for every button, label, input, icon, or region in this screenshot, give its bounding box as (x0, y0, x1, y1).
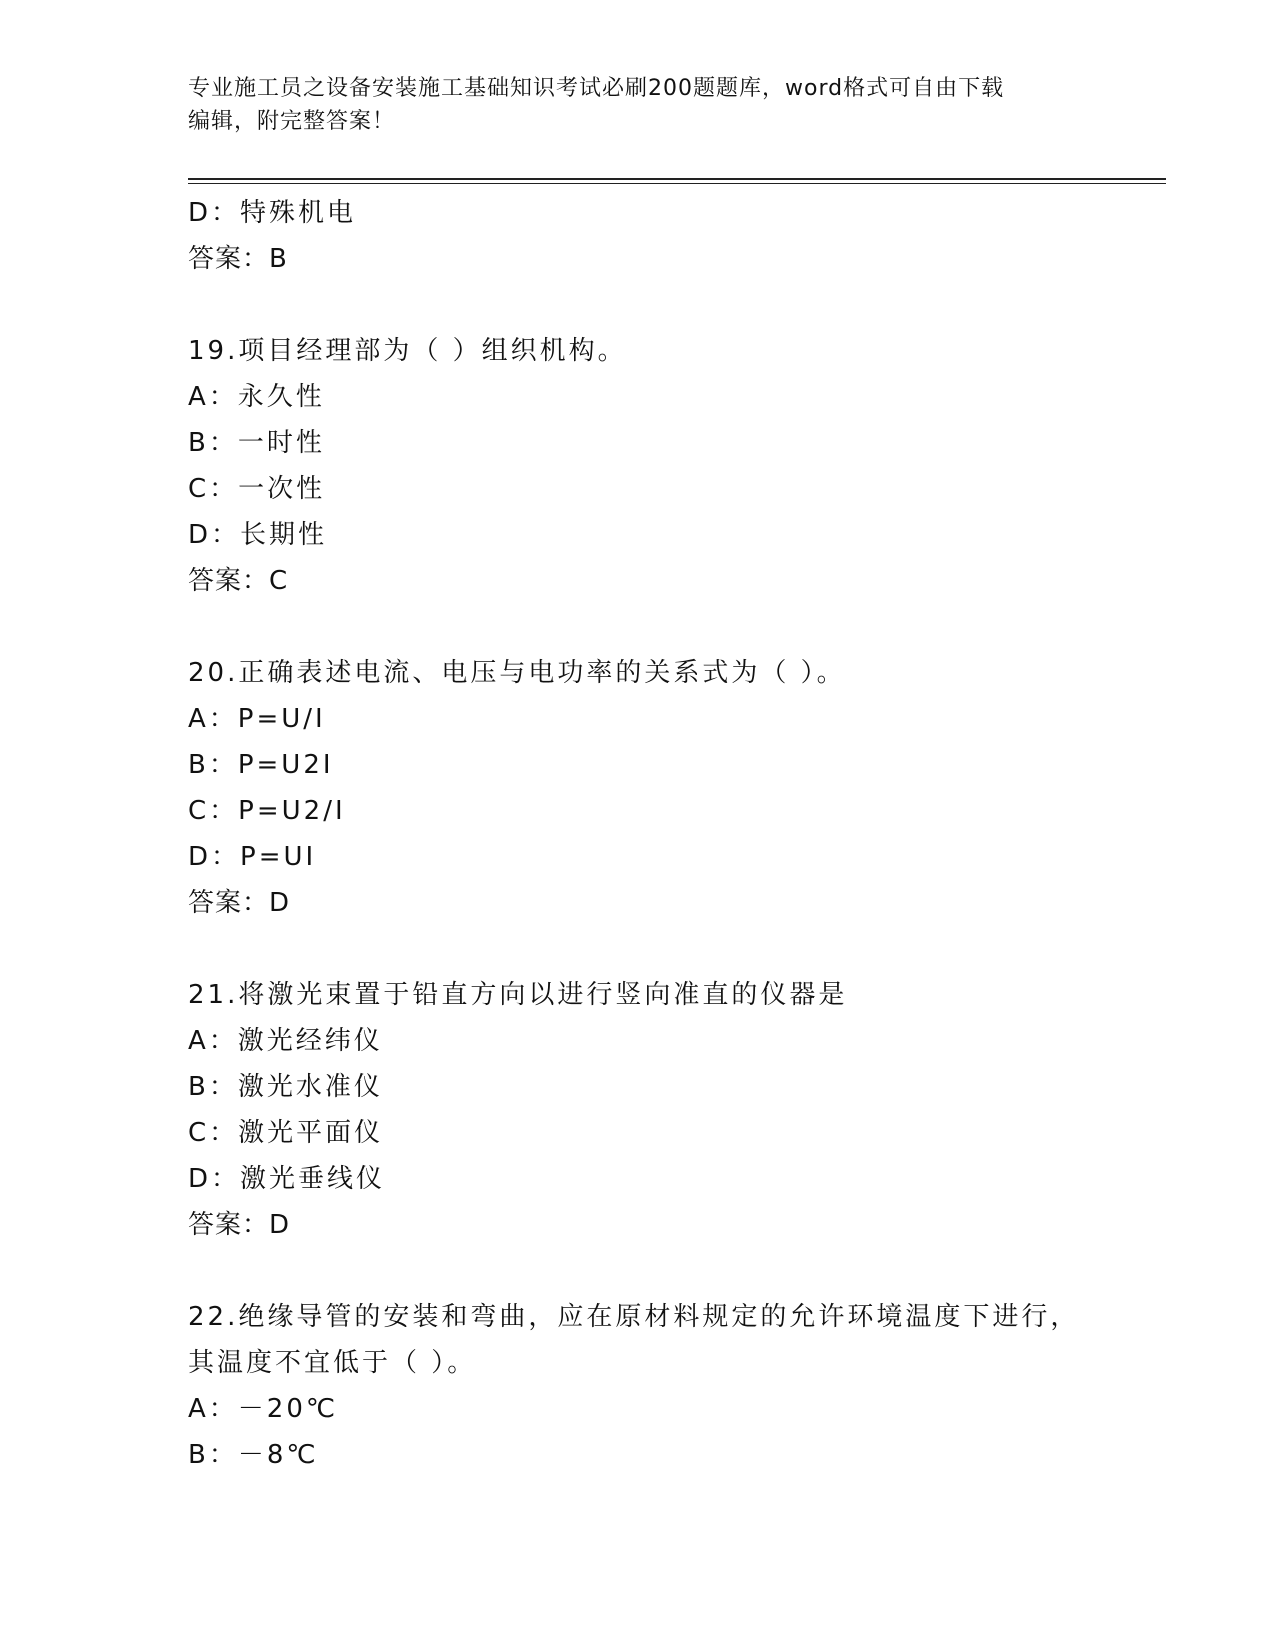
question-list (188, 190, 1148, 1478)
option-b: B：一时性 (188, 428, 325, 458)
option-c: C：一次性 (188, 474, 326, 504)
option-a: A：激光经纬仪 (188, 1026, 383, 1056)
option-d: D：长期性 (188, 520, 328, 550)
question-19 (188, 328, 1148, 604)
spacer (188, 282, 1148, 328)
question-stem: 21.将激光束置于铅直方向以进行竖向准直的仪器是 (188, 980, 848, 1010)
answer: 答案：D (188, 1210, 291, 1240)
option-c: C：激光平面仪 (188, 1118, 384, 1148)
option-a: A：永久性 (188, 382, 325, 412)
question-21 (188, 972, 1148, 1248)
question-stem-line-1: 22.绝缘导管的安装和弯曲，应在原材料规定的允许环境温度下进行， (188, 1302, 1080, 1332)
option-d: D：特殊机电 (188, 198, 357, 228)
option-a: A：P=U/I (188, 704, 326, 734)
answer: 答案：B (188, 244, 288, 274)
question-22 (188, 1294, 1148, 1478)
option-b: B：－8℃ (188, 1440, 319, 1470)
question-stem: 20.正确表述电流、电压与电功率的关系式为（ ）。 (188, 658, 846, 688)
document-header (188, 72, 1088, 138)
option-d: D：P=UI (188, 842, 317, 872)
header-line-2: 编辑，附完整答案！ (188, 109, 396, 134)
option-c: C：P=U2/I (188, 796, 346, 826)
option-d: D：激光垂线仪 (188, 1164, 386, 1194)
spacer (188, 604, 1148, 650)
option-b: B：激光水准仪 (188, 1072, 383, 1102)
question-18-tail (188, 190, 1148, 282)
question-stem-line-2: 其温度不宜低于（ ）。 (188, 1348, 477, 1378)
header-divider-thin (188, 183, 1166, 184)
option-a: A：－20℃ (188, 1394, 339, 1424)
answer: 答案：C (188, 566, 289, 596)
header-line-1: 专业施工员之设备安装施工基础知识考试必刷200题题库，word格式可自由下载 (188, 76, 1005, 101)
question-stem: 19.项目经理部为（ ）组织机构。 (188, 336, 627, 366)
option-b: B：P=U2I (188, 750, 334, 780)
spacer (188, 926, 1148, 972)
spacer (188, 1248, 1148, 1294)
answer: 答案：D (188, 888, 291, 918)
question-20 (188, 650, 1148, 926)
header-divider-thick (188, 178, 1166, 180)
